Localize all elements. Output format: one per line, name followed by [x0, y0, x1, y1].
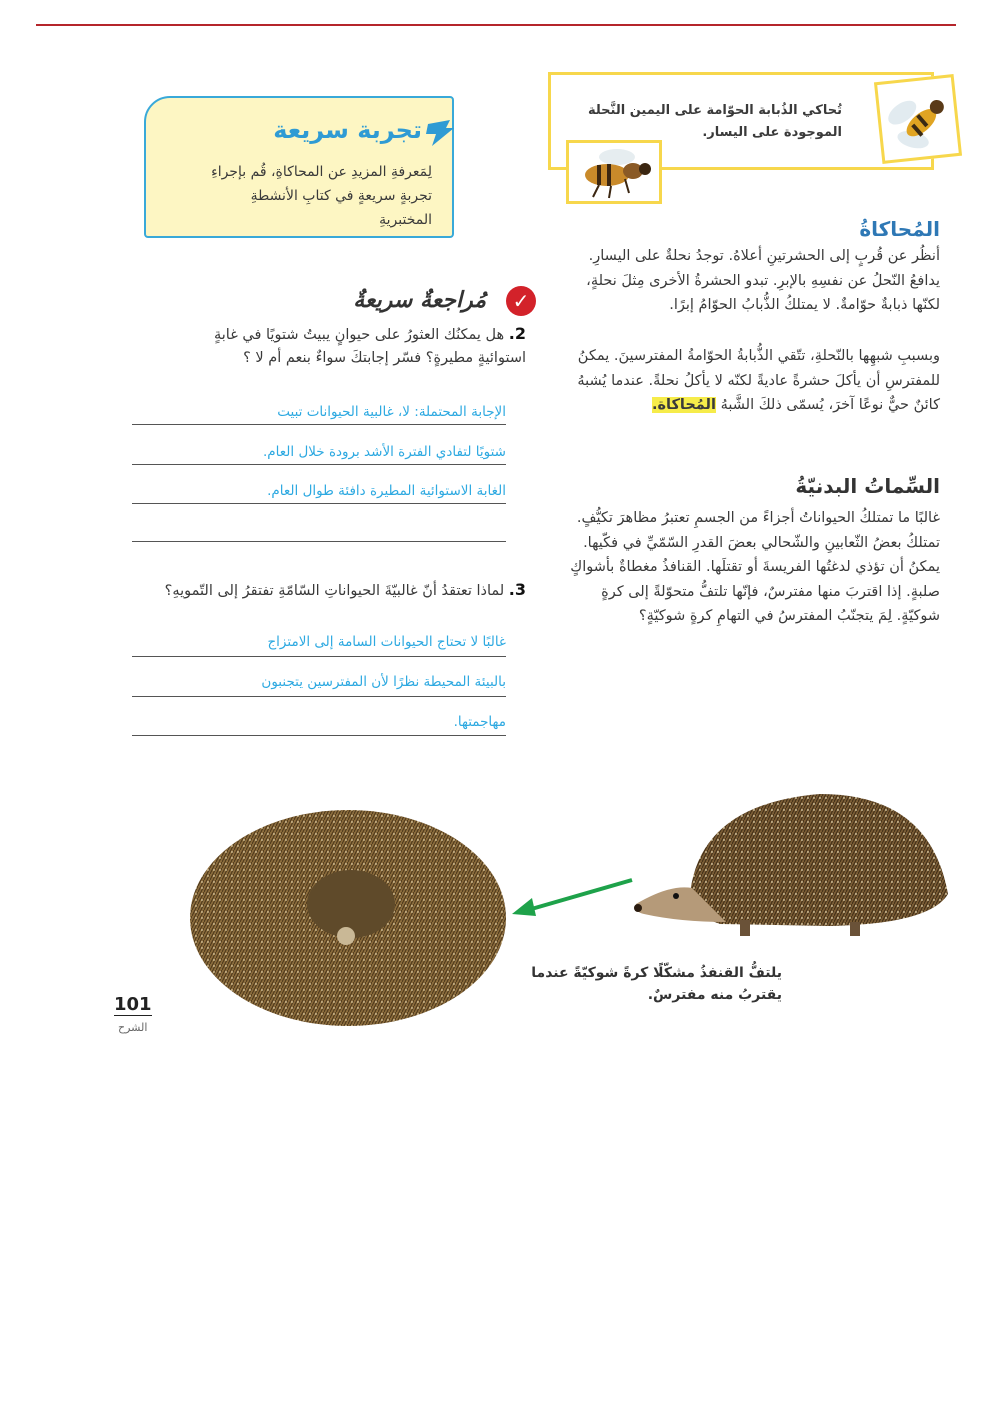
answer-2-line-1: الإجابة المحتملة: لا، غالبية الحيوانات تبيت	[277, 404, 506, 420]
flask-icon	[424, 118, 456, 148]
quick-experiment-title: تجربة سريعة	[273, 116, 422, 144]
answer-rule	[132, 503, 506, 504]
mimicry-paragraph-1: أنظُر عن قُربٍ إلى الحشرتينِ أعلاهُ. توجدُ نحلةٌ على اليسارِ. يدافعُ النّحلُ عن نفسِهِ بالإبرِ. تبدو الحشرةُ الأخرى مِثلَ نحلةٍ، لكنّها ذبابةٌ حوّامةٌ. لا يمتلكُ الذُّبابُ الحوّامُ إبرًا.	[586, 248, 940, 313]
physical-traits-paragraph: غالبًا ما تمتلكُ الحيواناتُ أجزاءً من الجسمِ تعتبرُ مظاهرَ تكيُّفٍ. تمتلكُ بعضُ الثّعابينِ والشّحالي بعضَ القدرِ السّمّيِّ في فكّيها. يمكنُ أن تؤذي لدغتُها الفريسةَ أو تقتلَها. القنافذُ مغطاةٌ بأشواكٍ صلبةٍ. إذا اقتربَ منها مفترسٌ، فإنّها تلتفُّ متحوّلةً إلى كرةٍ شوكيّةٍ. لِمَ يتجنّبُ المفترسُ في التهامِ كرةٍ شوكيّةٍ؟	[570, 510, 940, 624]
check-icon: ✓	[506, 286, 536, 316]
answer-rule	[132, 696, 506, 697]
hedgehog-image	[630, 784, 956, 940]
question-3-text: لماذا تعتقدُ أنّ غالبيّةَ الحيواناتِ السّامّةِ تفتقرُ إلى التّمويهِ؟	[164, 583, 505, 599]
quick-experiment-text: لِمَعرفةِ المزيدِ عن المحاكاةِ، قُم بإجراءِ تجربةٍ سريعةٍ في كتابِ الأنشطةِ المختبريةِ	[211, 164, 432, 228]
hoverfly-photo	[874, 74, 962, 164]
question-2-text: هل يمكنُك العثورُ على حيوانٍ يبيتُ شتويًا في غابةٍ استوائيةٍ مطيرةٍ؟ فسّر إجابتكَ سواءٌ بنعم أم لا ؟	[213, 327, 526, 366]
top-rule	[36, 24, 956, 26]
question-3-number: 3.	[508, 580, 526, 599]
page-number: 101	[114, 994, 152, 1015]
mimicry-paragraph-2	[556, 344, 940, 418]
mimicry-paragraph-2-text: وبسببِ شبهِها بالنّحلةِ، تتّقي الذُّبابةُ الحوّامةُ المفترسينَ. يمكنُ للمفترسِ أن يأكلَ حشرةً عاديةً لكنّه لا يأكلُ نحلةً. عندما يُشبهُ كائنٌ حيٌّ نوعًا آخرَ، يُسمّى ذلكَ الشَّبهُ	[577, 348, 940, 413]
page-label: الشرح	[118, 1021, 148, 1034]
answer-3-line-3: مهاجمتها.	[453, 714, 506, 730]
curled-hedgehog-image	[186, 808, 516, 1038]
quick-review-title: مُراجعةٌ سريعةٌ	[353, 288, 486, 313]
answer-2-line-2: شتويًا لتفادي الفترة الأشد برودة خلال العام.	[263, 444, 506, 460]
question-2-number: 2.	[508, 324, 526, 343]
section-heading-physical-traits: السِّماتُ البدنيّةُ	[795, 474, 940, 498]
answer-3-line-2: بالبيئة المحيطة نظرًا لأن المفترسين يتجنبون	[261, 674, 506, 690]
answer-rule	[132, 464, 506, 465]
green-arrow-icon	[508, 872, 638, 922]
answer-3-line-1: غالبًا لا تحتاج الحيوانات السامة إلى الامتزاج	[267, 634, 506, 650]
answer-rule	[132, 541, 506, 542]
question-2	[196, 322, 526, 370]
mimicry-term-highlight: المُحاكاة.	[651, 397, 716, 413]
answer-rule	[132, 424, 506, 425]
answer-rule	[132, 656, 506, 657]
question-3	[160, 578, 526, 603]
quick-review-header	[330, 286, 540, 318]
answer-2-line-3: الغابة الاستوائية المطيرة دافئة طوال العام.	[267, 483, 506, 499]
answer-rule	[132, 735, 506, 736]
bee-caption: تُحاكي الذُبابة الحوّامة على اليمين النَّحلة الموجودة على اليسار.	[587, 103, 842, 140]
hedgehog-caption: يلتفُّ القنفذُ مشكّلًا كرةً شوكيّةً عندما يقتربُ منه مفترسٌ.	[531, 965, 782, 1003]
section-heading-mimicry: المُحاكاةُ	[859, 217, 940, 241]
bee-photo	[566, 140, 662, 204]
